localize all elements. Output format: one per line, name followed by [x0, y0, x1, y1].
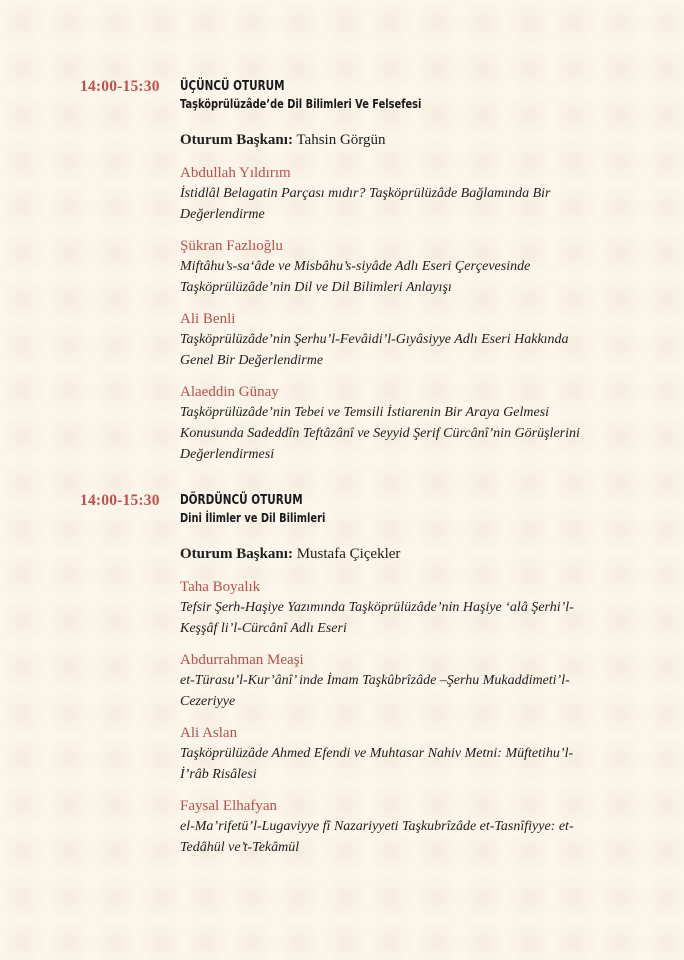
chair-label: Oturum Başkanı:	[180, 132, 293, 148]
paper-item	[180, 723, 620, 785]
chair-name: Mustafa Çiçekler	[296, 546, 401, 562]
paper-title-line: et-Türasu’l-Kur’ânî’ inde İmam Taşkûbrîzâde –Şerhu Mukaddimeti’l-	[180, 673, 570, 688]
session-time: 14:00-15:30	[80, 78, 160, 95]
paper-author: Taha Boyalık	[180, 579, 261, 595]
paper-author: Abdullah Yıldırım	[180, 165, 291, 181]
paper-title-line: Değerlendirme	[180, 207, 265, 222]
chair-name: Tahsin Görgün	[296, 132, 386, 148]
paper-item	[180, 650, 620, 712]
paper-title-line: İ’râb Risâlesi	[180, 767, 257, 782]
paper-title-line: el-Ma’rifetü’l-Lugaviyye fî Nazariyyeti Taşkubrîzâde et-Tasnîfiyye: et-	[180, 819, 574, 834]
session-chair	[180, 544, 620, 564]
session-content	[180, 492, 620, 858]
paper-title-line: Tefsir Şerh-Haşiye Yazımında Taşköprülüzâde’nin Haşiye ‘alâ Şerhi’l-	[180, 600, 574, 615]
paper-title-line: Cezeriyye	[180, 694, 236, 709]
paper-item	[180, 236, 620, 298]
session-subtitle: Taşköprülüzâde’de Dil Bilimleri Ve Felsefesi	[180, 97, 422, 111]
paper-title-line: Taşköprülüzâde Ahmed Efendi ve Muhtasar Nahiv Metni: Müftetihu’l-	[180, 746, 574, 761]
paper-author: Şükran Fazlıoğlu	[180, 238, 283, 254]
session-title: DÖRDÜNCÜ OTURUM	[180, 492, 303, 508]
session-title: ÜÇÜNCÜ OTURUM	[180, 78, 285, 94]
paper-author: Alaeddin Günay	[180, 384, 279, 400]
paper-title-line: Değerlendirmesi	[180, 447, 275, 462]
paper-item	[180, 577, 620, 639]
paper-author: Abdurrahman Meaşi	[180, 652, 304, 668]
chair-label: Oturum Başkanı:	[180, 546, 293, 562]
paper-title-line: Taşköprülüzâde’nin Dil ve Dil Bilimleri Anlayışı	[180, 280, 452, 295]
paper-author: Faysal Elhafyan	[180, 798, 278, 814]
paper-title-line: Keşşâf li’l-Cürcânî Adlı Eseri	[180, 621, 347, 636]
paper-item	[180, 382, 620, 465]
paper-author: Ali Benli	[180, 311, 236, 327]
session-content	[180, 78, 620, 465]
paper-item	[180, 796, 620, 858]
session-chair	[180, 130, 620, 150]
paper-title-line: Miftâhu’s-sa‘âde ve Misbâhu’s-siyâde Adlı Eseri Çerçevesinde	[180, 259, 531, 274]
paper-title-line: Konusunda Sadeddîn Teftâzânî ve Seyyid Şerif Cürcânî’nin Görüşlerini	[180, 426, 580, 441]
paper-title-line: Tedâhül ve’t-Tekâmül	[180, 840, 300, 855]
paper-title-line: Taşköprülüzâde’nin Şerhu’l-Fevâidi’l-Gıyâsiyye Adlı Eseri Hakkında	[180, 332, 569, 347]
paper-title-line: İstidlâl Belagatin Parçası mıdır? Taşköprülüzâde Bağlamında Bir	[180, 186, 551, 201]
paper-item	[180, 309, 620, 371]
paper-title-line: Taşköprülüzâde’nin Tebei ve Temsili İstiarenin Bir Araya Gelmesi	[180, 405, 550, 420]
paper-author: Ali Aslan	[180, 725, 238, 741]
session-time: 14:00-15:30	[80, 492, 160, 509]
paper-title-line: Genel Bir Değerlendirme	[180, 353, 324, 368]
paper-item	[180, 163, 620, 225]
session-subtitle: Dini İlimler ve Dil Bilimleri	[180, 511, 326, 525]
